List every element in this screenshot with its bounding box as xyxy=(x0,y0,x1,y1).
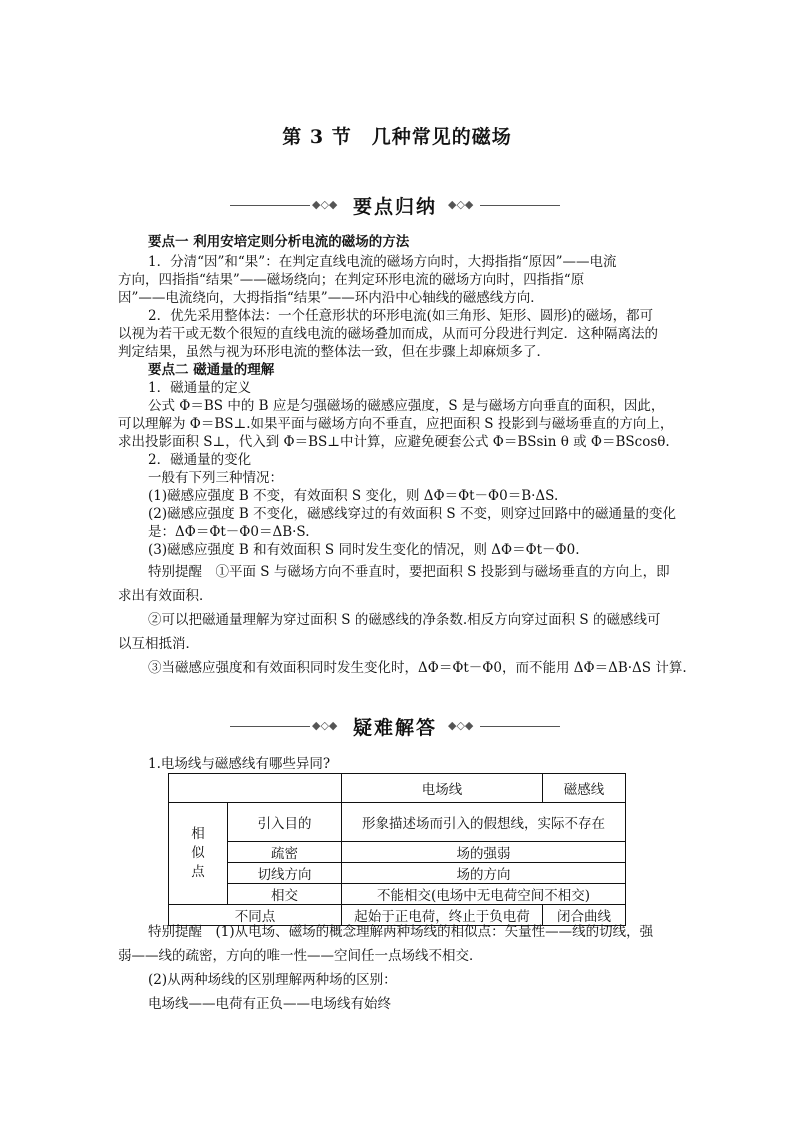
question: 1.电场线与磁感线有哪些异同? xyxy=(148,756,331,772)
ornament-icon: ◆◇◆ xyxy=(448,198,474,211)
tip-line: ③当磁感应强度和有效面积同时发生变化时，ΔΦ＝Φt－Φ0，而不能用 ΔΦ＝ΔB·ΔS 计算. xyxy=(148,660,687,676)
tip-line: 特别提醒 ①平面 S 与磁场方向不垂直时，要把面积 S 投影到与磁场垂直的方向上，即 xyxy=(148,564,670,580)
comparison-table xyxy=(168,773,626,926)
table-row xyxy=(169,803,626,842)
ornament-icon: ◆◇◆ xyxy=(448,719,474,732)
subheading: 1．磁通量的定义 xyxy=(148,380,252,396)
ornament-icon: ◆◇◆ xyxy=(312,198,338,211)
paragraph-line: 可以理解为 Φ＝BS⊥.如果平面与磁场方向不垂直，应把面积 S 投影到与磁场垂直的方向上， xyxy=(118,416,674,432)
note-line: 特别提醒 (1)从电场、磁场的概念理解两种场线的相似点：矢量性——线的切线，强 xyxy=(148,924,654,940)
paragraph-line: 一般有下列三种情况： xyxy=(148,470,283,486)
section-title: 要点归纳 xyxy=(352,196,437,218)
point2-heading: 要点二 磁通量的理解 xyxy=(148,362,275,378)
table-header-magnetic: 磁感线 xyxy=(543,774,626,803)
paragraph-line: 求出投影面积 S⊥，代入到 Φ＝BS⊥中计算，应避免硬套公式 Φ＝BSsin θ 或 Φ＝BScosθ. xyxy=(118,434,670,450)
paragraph-line: 因”——电流绕向，大拇指指“结果”——环内沿中心轴线的磁感线方向． xyxy=(118,290,544,306)
subheading: 2．磁通量的变化 xyxy=(148,452,252,468)
similar-text: 相似点 xyxy=(191,826,205,880)
table-row-label: 相交 xyxy=(228,884,342,905)
table-row-value: 形象描述场而引入的假想线，实际不存在 xyxy=(342,803,626,842)
ornament-icon: ◆◇◆ xyxy=(312,719,338,732)
table-row-label: 疏密 xyxy=(228,842,342,863)
table-diff-magnetic: 闭合曲线 xyxy=(543,905,626,926)
table-cell-empty xyxy=(169,774,342,803)
table-row-value: 场的方向 xyxy=(342,863,626,884)
table-row xyxy=(169,863,626,884)
tip-line: ②可以把磁通量理解为穿过面积 S 的磁感线的净条数.相反方向穿过面积 S 的磁感线可 xyxy=(148,612,661,628)
table-row xyxy=(169,884,626,905)
tip-line: 求出有效面积． xyxy=(118,588,213,604)
section-header-summary xyxy=(230,192,560,220)
note-line: 弱——线的疏密，方向的唯一性——空间任一点场线不相交． xyxy=(118,948,483,964)
table-row-value: 场的强弱 xyxy=(342,842,626,863)
table-row xyxy=(169,842,626,863)
point1-heading: 要点一 利用安培定则分析电流的磁场的方法 xyxy=(148,234,410,250)
table-similar-label xyxy=(169,803,228,905)
paragraph-line: 1．分清“因”和“果”：在判定直线电流的磁场方向时，大拇指指“原因”——电流 xyxy=(148,254,617,270)
note-line: 电场线——电荷有正负——电场线有始终 xyxy=(148,996,391,1012)
paragraph-line: (1)磁感应强度 B 不变，有效面积 S 变化，则 ΔΦ＝Φt－Φ0＝B·ΔS. xyxy=(148,488,559,504)
divider xyxy=(480,205,560,206)
table-header-electric: 电场线 xyxy=(342,774,543,803)
paragraph-line: 以视为若干或无数个很短的直线电流的磁场叠加而成，从而可分段进行判定．这种隔离法的 xyxy=(118,326,658,342)
section-title: 疑难解答 xyxy=(352,717,437,739)
table-diff-label: 不同点 xyxy=(169,905,342,926)
table-row-value: 不能相交(电场中无电荷空间不相交) xyxy=(342,884,626,905)
table-diff-electric: 起始于正电荷，终止于负电荷 xyxy=(342,905,543,926)
paragraph-line: 判定结果，虽然与视为环形电流的整体法一致，但在步骤上却麻烦多了． xyxy=(118,344,550,360)
divider xyxy=(480,726,560,727)
paragraph-line: 是：ΔΦ＝Φt－Φ0＝ΔB·S. xyxy=(148,524,310,540)
paragraph-line: 2．优先采用整体法：一个任意形状的环形电流(如三角形、矩形、圆形)的磁场，都可 xyxy=(148,308,654,324)
table-row-label: 切线方向 xyxy=(228,863,342,884)
paragraph-line: (3)磁感应强度 B 和有效面积 S 同时发生变化的情况，则 ΔΦ＝Φt－Φ0. xyxy=(148,542,580,558)
note-line: (2)从两种场线的区别理解两种场的区别： xyxy=(148,972,397,988)
tip-line: 以互相抵消． xyxy=(118,636,199,652)
paragraph-line: 公式 Φ＝BS 中的 B 应是匀强磁场的磁感应强度，S 是与磁场方向垂直的面积，因此， xyxy=(148,398,665,414)
table-row xyxy=(169,774,626,803)
table-row-label: 引入目的 xyxy=(228,803,342,842)
section-header-qa xyxy=(230,713,560,741)
paragraph-line: 方向，四指指“结果”——磁场绕向；在判定环形电流的磁场方向时，四指指“原 xyxy=(118,272,585,288)
paragraph-line: (2)磁感应强度 B 不变化，磁感线穿过的有效面积 S 不变，则穿过回路中的磁通量的变化 xyxy=(148,506,676,522)
page-title: 第 3 节 几种常见的磁场 xyxy=(282,126,512,148)
